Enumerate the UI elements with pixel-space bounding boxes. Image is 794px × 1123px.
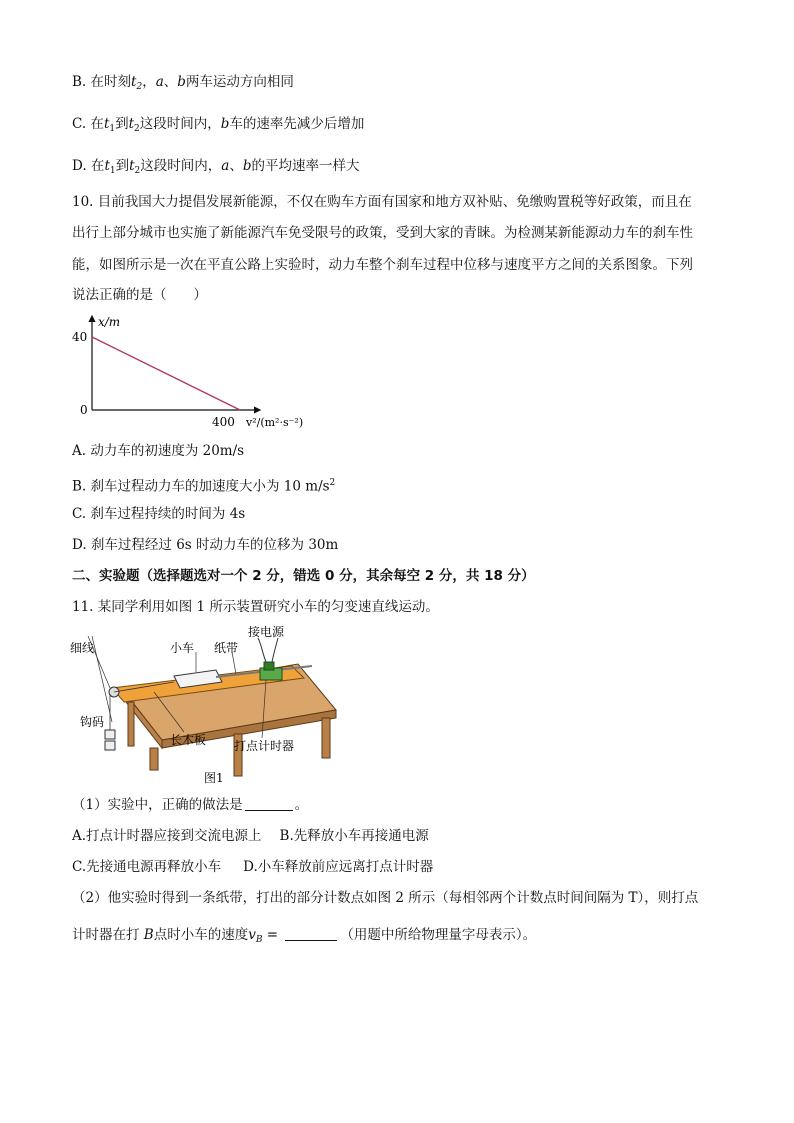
option-text: 车的速率先减少后增加 [229, 116, 365, 132]
table-leg [150, 748, 158, 770]
label-board: 长木板 [170, 733, 207, 747]
figure-caption: 图1 [204, 771, 224, 785]
power-wire [258, 638, 266, 662]
var-t: t [129, 158, 135, 174]
option-text: 的平均速率一样大 [251, 158, 360, 174]
q10-option-b [72, 473, 335, 497]
var-b: b [242, 158, 252, 174]
y-axis-label: x/m [98, 315, 121, 329]
question-text: （用题中所给物理量字母表示）。 [340, 927, 537, 943]
var-v: v [248, 927, 256, 943]
var-b: B [143, 927, 154, 943]
option-text: C. 在 [72, 116, 104, 132]
option-text: D. 在 [72, 158, 105, 174]
hook-weight [105, 730, 115, 739]
superscript: 2 [329, 478, 336, 488]
var-a: a [155, 74, 164, 90]
equals: = [262, 927, 283, 943]
q9-option-c [72, 114, 364, 139]
option-text: 两车运动方向相同 [185, 74, 294, 90]
question-text: 点时小车的速度 [153, 927, 249, 943]
q11-intro: 11. 某同学利用如图 1 所示装置研究小车的匀变速直线运动。 [72, 599, 439, 615]
label-tape: 纸带 [214, 641, 239, 655]
section-heading: 二、实验题（选择题选对一个 2 分，错选 0 分，其余每空 2 分，共 18 分） [72, 568, 535, 584]
q11-options-ab [72, 826, 429, 846]
x-tick-label: 400 [212, 415, 235, 429]
var-a: a [221, 158, 230, 174]
label-power: 接电源 [248, 625, 285, 639]
label-timer: 打点计时器 [234, 739, 295, 753]
option-d: D.小车释放前应远离打点计时器 [243, 859, 434, 875]
q10-stem-line-3: 能，如图所示是一次在平直公路上实验时，动力车整个刹车过程中位移与速度平方之间的关系图象。下列 [72, 257, 693, 273]
q10-option-c: C. 刹车过程持续的时间为 4s [72, 506, 246, 522]
q10-stem-line-1: 10. 目前我国大力提倡发展新能源，不仅在购车方面有国家和地方双补贴、免缴购置税等好政策，而且在 [72, 194, 692, 210]
var-t: t [131, 74, 137, 90]
q11-part-1 [72, 795, 308, 815]
answer-blank[interactable] [245, 798, 293, 811]
power-wire [272, 638, 278, 662]
q11-part-2-line-2 [72, 925, 536, 950]
var-b: b [220, 116, 230, 132]
table-leg [128, 702, 134, 746]
subscript: 1 [109, 124, 116, 134]
origin-label: 0 [80, 403, 88, 417]
subscript: B [255, 935, 263, 945]
option-b: B.先释放小车再接通电源 [279, 828, 429, 844]
question-text: （1）实验中，正确的做法是 [72, 797, 243, 813]
option-text: 到 [115, 116, 129, 132]
x-v2-chart [64, 310, 314, 432]
var-t: t [104, 158, 110, 174]
y-tick-label: 40 [72, 330, 88, 344]
var-b: b [177, 74, 186, 90]
label-cart: 小车 [170, 641, 195, 655]
answer-blank[interactable] [285, 928, 337, 941]
q10-stem-line-2: 出行上部分城市也实施了新能源汽车免受限号的政策，受到大家的青睐。为检测某新能源动力车的刹车性 [72, 225, 693, 241]
q10-option-d: D. 刹车过程经过 6s 时动力车的位移为 30m [72, 537, 339, 553]
hook-weight [105, 741, 115, 750]
label-hook: 钩码 [80, 715, 105, 729]
x-axis-label: v²/(m²·s⁻²) [246, 416, 304, 429]
question-text: 计时器在打 [72, 927, 140, 943]
q10-stem-line-4: 说法正确的是（ ） [72, 287, 207, 303]
option-text: B. 在时刻 [72, 74, 132, 90]
q9-option-d [72, 156, 360, 181]
option-c: C.先接通电源再释放小车 [72, 859, 222, 875]
option-text: B. 刹车过程动力车的加速度大小为 10 m/s [72, 478, 330, 495]
punct: 、 [229, 158, 243, 174]
table-leg [322, 718, 330, 758]
q9-option-b [72, 72, 294, 97]
punct: 、 [163, 74, 178, 90]
subscript: 1 [109, 166, 116, 176]
punct: ， [142, 74, 156, 90]
label-string: 细线 [70, 641, 95, 655]
var-t: t [128, 116, 135, 132]
q10-option-a: A. 动力车的初速度为 20m/s [72, 443, 245, 459]
q11-options-cd [72, 857, 433, 877]
option-text: 到 [115, 158, 130, 174]
q11-part-2-line-1: （2）他实验时得到一条纸带，打出的部分计数点如图 2 所示（每相邻两个计数点时间间隔为 T），则打点 [72, 890, 699, 906]
subscript: 2 [134, 124, 140, 134]
var-t: t [103, 116, 110, 132]
subscript: 2 [134, 166, 141, 176]
option-a: A.打点计时器应接到交流电源上 [72, 828, 262, 844]
subscript: 2 [136, 82, 143, 92]
option-text: 这段时间内， [139, 116, 221, 132]
option-text: 这段时间内， [140, 158, 222, 174]
punct: 。 [294, 797, 309, 813]
figure-1-apparatus [66, 622, 346, 790]
series-line-0 [92, 337, 240, 410]
